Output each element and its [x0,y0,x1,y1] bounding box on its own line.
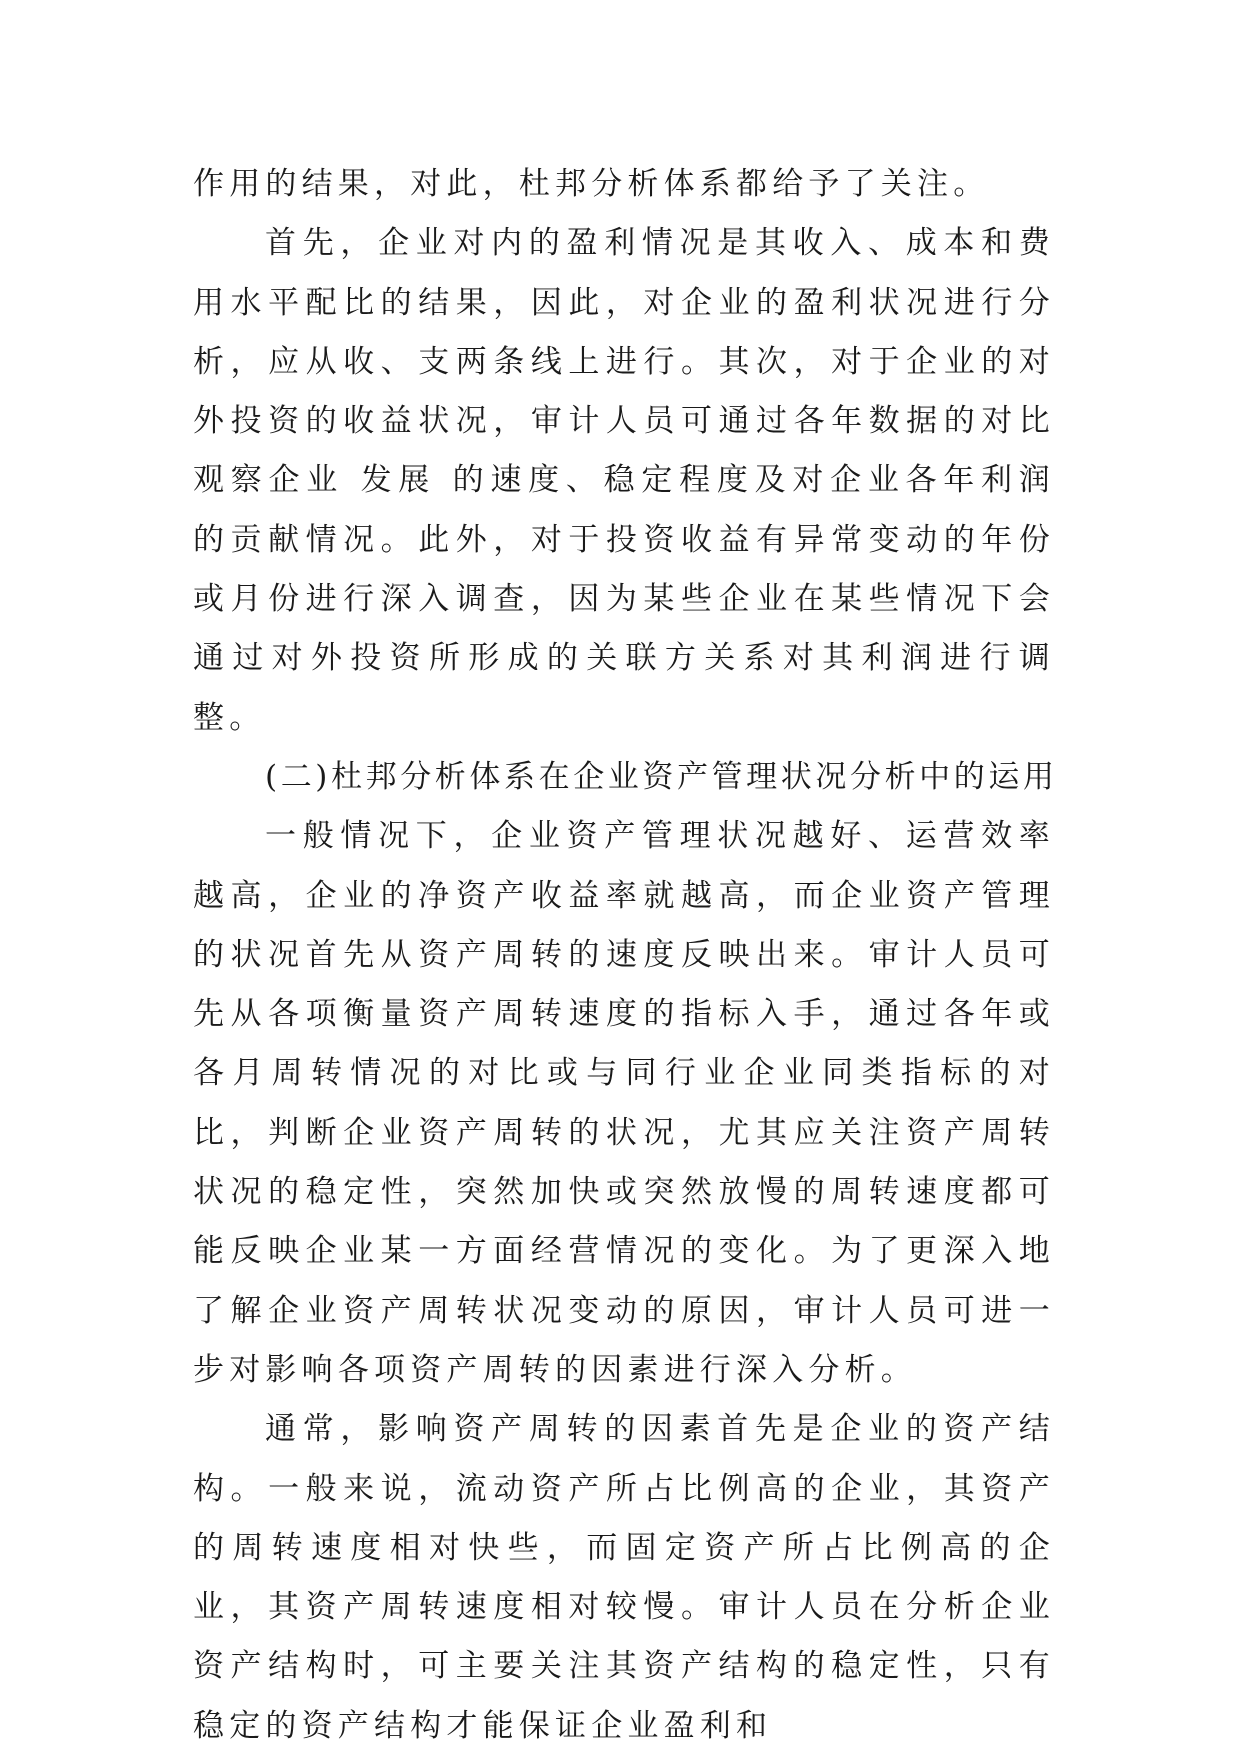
section-heading: (二)杜邦分析体系在企业资产管理状况分析中的运用 [265,758,1058,795]
paragraph: 作用的结果，对此，杜邦分析体系都给予了关注。 [193,166,990,202]
paragraph: 一般情况下，企业资产管理状况越好、运营效率越高，企业的净资产收益率就越高，而企业资产管理的状况首先从资产周转的速度反映出来。审计人员可先从各项衡量资产周转速度的指标入手，通过各年或各月周转情况的对比或与同行业企业同类指标的对比，判断企业资产周转的状况，尤其应关注资产周转状况的稳定性，突然加快或突然放慢的周转速度都可能反映企业某一方面经营情况的变化。为了更深入地了解企业资产周转状况变动的原因，审计人员可进一步对影响各项资产周转的因素进行深入分析。 [193,818,1055,1388]
document-body [193,155,1058,1756]
paragraph: 首先，企业对内的盈利情况是其收入、成本和费用水平配比的结果，因此，对企业的盈利状况进行分析，应从收、支两条线上进行。其次，对于企业的对外投资的收益状况，审计人员可通过各年数据的对比观察企业 发展 的速度、稳定程度及对企业各年利润的贡献情况。此外，对于投资收益有异常变动的年份或月份进行深入调查，因为某些企业在某些情况下会通过对外投资所形成的关联方关系对其利润进行调整。 [193,225,1055,736]
paragraph: 通常，影响资产周转的因素首先是企业的资产结构。一般来说，流动资产所占比例高的企业，其资产的周转速度相对快些，而固定资产所占比例高的企业，其资产周转速度相对较慢。审计人员在分析企业资产结构时，可主要关注其资产结构的稳定性，只有稳定的资产结构才能保证企业盈利和 [193,1411,1055,1744]
